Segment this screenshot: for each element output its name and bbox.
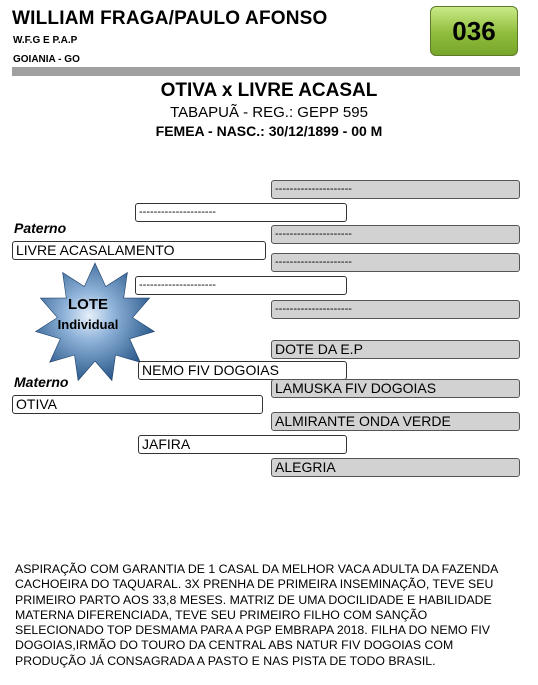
owner-name: WILLIAM FRAGA/PAULO AFONSO (12, 8, 328, 29)
dam-dam-sire-field: ALMIRANTE ONDA VERDE (271, 412, 520, 431)
sire-sire-sire-field: --------------------- (271, 180, 520, 199)
sire-dam-field: --------------------- (135, 276, 347, 295)
registration-line: TABAPUÃ - REG.: GEPP 595 (170, 104, 368, 121)
sire-sire-field: --------------------- (135, 203, 347, 222)
dam-sire-sire-field: DOTE DA E.P (271, 340, 520, 359)
owner-city: GOIANIA - GO (13, 54, 80, 65)
owner-abbreviation: W.F.G E P.A.P (13, 35, 78, 46)
lot-number: 036 (452, 15, 496, 46)
animal-title: OTIVA x LIVRE ACASAL (160, 80, 378, 101)
sire-field: LIVRE ACASALAMENTO (12, 241, 266, 260)
lot-number-badge (430, 6, 518, 56)
sire-dam-sire-field: --------------------- (271, 253, 520, 272)
dam-field: OTIVA (12, 395, 263, 414)
birth-line: FEMEA - NASC.: 30/12/1899 - 00 M (155, 123, 383, 139)
dam-dam-field: JAFIRA (138, 435, 347, 454)
header-divider (12, 67, 520, 76)
sire-sire-dam-field: --------------------- (271, 225, 520, 244)
dam-sire-field: NEMO FIV DOGOIAS (138, 361, 347, 380)
sire-dam-dam-field: --------------------- (271, 300, 520, 319)
badge-line-1: LOTE (68, 296, 108, 313)
badge-line-2: Individual (57, 317, 119, 332)
paterno-label: Paterno (14, 220, 67, 236)
dam-sire-dam-field: LAMUSKA FIV DOGOIAS (271, 379, 520, 398)
lot-description: ASPIRAÇÃO COM GARANTIA DE 1 CASAL DA MELHOR VACA ADULTA DA FAZENDA CACHOEIRA DO TAQUARAL. 3X PRENHA DE PRIMEIRA INSEMINAÇÃO, TEVE SEU PRIMEIRO PARTO AOS 33,8 MESES. MATRIZ DE UMA DOCILIDADE E HABILIDADE MATERNA DIFERENCIADA, TEVE SEU PRIMEIRO FILHO COM SANÇÃO SELECIONADO TOP DESMAMA PARA A PGP EMBRAPA 2018. FILHA DO NEMO FIV DOGOIAS,IRMÃO DO TOURO DA CENTRAL ABS NATUR FIV DOGOIAS COM PRODUÇÃO JÁ CONSAGRADA A PASTO E NAS PISTA DE TODO BRASIL. (15, 562, 498, 668)
dam-dam-dam-field: ALEGRIA (271, 458, 520, 477)
materno-label: Materno (14, 374, 69, 390)
